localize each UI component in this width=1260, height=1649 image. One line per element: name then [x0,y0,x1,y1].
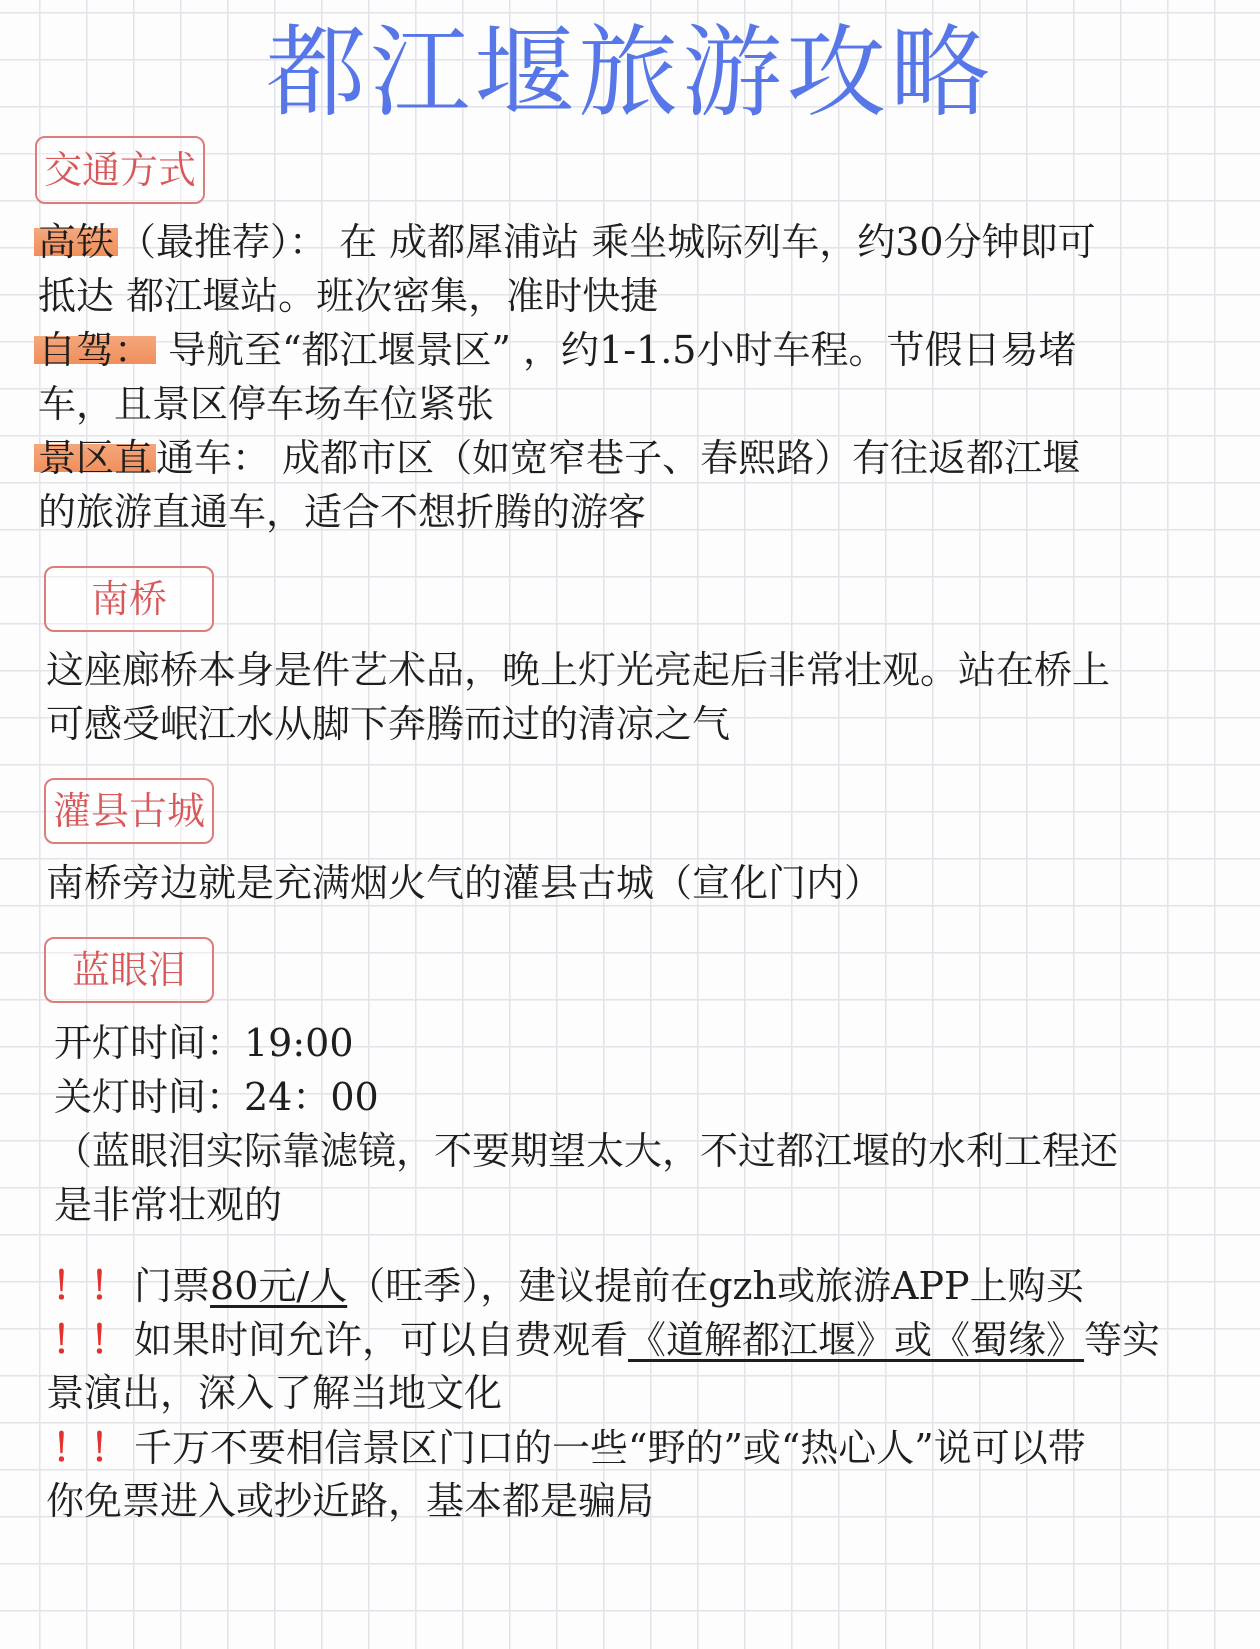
highlight-label: 景区直 [34,436,156,480]
ticket-price: 80元/人 [210,1264,348,1308]
show-names: 《道解都江堰》或《蜀缘》 [628,1318,1085,1362]
blue-tears-on-time: 开灯时间：19:00 [54,1021,354,1065]
tag-transport: 交通方式 [35,136,205,204]
nanqiao-line2: 可感受岷江水从脚下奔腾而过的清凉之气 [46,702,731,746]
tip-scam-line2: 你免票进入或抄近路，基本都是骗局 [46,1479,655,1523]
transport-train-line1: 高铁 （最推荐）： 在 成都犀浦站 乘坐城际列车，约30分钟即可 [40,214,1096,271]
transport-drive-line2: 车，且景区停车场车位紧张 [38,382,495,426]
transport-train-line2: 抵达 都江堰站。班次密集，准时快捷 [38,274,659,318]
blue-tears-note-line2: 是非常壮观的 [54,1183,283,1227]
highlight-label: 自驾： [34,328,156,372]
tip-scam-line1: ！！ 千万不要相信景区门口的一些“野的”或“热心人”说可以带 [52,1425,1086,1470]
alert-icon: ！！ [52,1425,129,1470]
highlight-label: 高铁 [34,220,118,264]
tag-nanqiao: 南桥 [44,566,214,632]
tag-blue-tears: 蓝眼泪 [44,937,214,1003]
transport-bus-line2: 的旅游直通车，适合不想折腾的游客 [38,490,647,534]
blue-tears-off-time: 关灯时间：24：00 [54,1075,379,1119]
tip-shows-line2: 景演出，深入了解当地文化 [46,1371,503,1415]
nanqiao-line1: 这座廊桥本身是件艺术品，晚上灯光亮起后非常壮观。站在桥上 [46,648,1111,692]
transport-bus-line1: 景区直 通车： 成都市区（如宽窄巷子、春熙路）有往返都江堰 [40,430,1080,487]
guanxian-line1: 南桥旁边就是充满烟火气的灌县古城（宣化门内） [46,861,883,905]
tag-guanxian: 灌县古城 [44,778,214,844]
page-title: 都江堰旅游攻略 [266,14,994,131]
tip-shows-line1: ！！ 如果时间允许，可以自费观看《道解都江堰》或《蜀缘》等实 [52,1317,1161,1362]
transport-drive-line1: 自驾： 导航至“都江堰景区” ，约1-1.5小时车程。节假日易堵 [40,322,1076,379]
blue-tears-note-line1: （蓝眼泪实际靠滤镜，不要期望太大，不过都江堰的水利工程还 [54,1129,1119,1173]
tip-ticket: ！！ 门票80元/人（旺季），建议提前在gzh或旅游APP上购买 [52,1263,1084,1308]
alert-icon: ！！ [52,1263,129,1308]
alert-icon: ！！ [52,1317,129,1362]
